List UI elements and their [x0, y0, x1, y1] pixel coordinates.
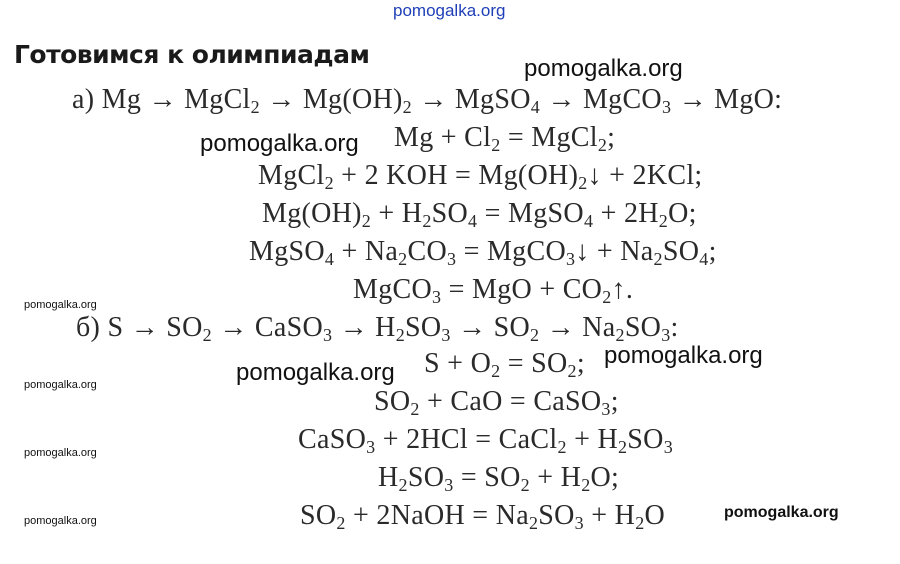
- equation-a-3: $Mg(OH)_2 + H_2SO_4$ = MgSO$_4$ + $2H_2O$;: [262, 198, 697, 231]
- watermark-side-4: pomogalka.org: [24, 515, 97, 527]
- section-b-chain-text: $S \to SO_2$ → CaSO$_3$ → $H_2SO_3 \to SO_2 \to Na_2SO_3$:: [107, 312, 679, 345]
- watermark-main-1: pomogalka.org: [524, 55, 683, 82]
- watermark-side-2: pomogalka.org: [24, 379, 97, 391]
- watermark-main-4: pomogalka.org: [236, 359, 395, 386]
- equation-b-2: $SO_2$ + CaO = CaSO$_3$;: [374, 386, 619, 419]
- equation-b-3: CaSO$_3$ + 2HCl = CaCl$_2$ + $H_2SO_3$: [298, 424, 674, 457]
- section-a-chain-text: Mg → MgCl$_2$ → $Mg(OH)_2$ → MgSO$_4$ → MgCO$_3$ → MgO:: [101, 84, 783, 117]
- section-a-label: а): [72, 84, 95, 115]
- equation-b-4: $H_2SO_3 = SO_2 + H_2O$;: [378, 462, 620, 495]
- equation-a-4: MgSO$_4$ + $Na_2CO_3$ = MgCO$_3$↓ + $Na_2SO_4$;: [249, 236, 717, 269]
- section-a-chain: [72, 84, 782, 116]
- watermark-main-2: pomogalka.org: [200, 130, 359, 157]
- watermark-bottom-right: pomogalka.org: [724, 504, 839, 521]
- section-b-chain: [76, 312, 679, 344]
- watermark-main-3: pomogalka.org: [604, 342, 763, 369]
- section-b-label: б): [76, 312, 101, 343]
- watermark-side-1: pomogalka.org: [24, 299, 97, 311]
- equation-a-2: MgCl$_2$ + 2 KOH = $Mg(OH)_2↓ + 2KCl$;: [258, 160, 703, 193]
- equation-b-1: $S + O_2 = SO_2$;: [424, 348, 585, 381]
- equation-a-5: MgCO$_3$ = MgO + $CO_2↑$.: [353, 274, 634, 307]
- page-heading: Готовимся к олимпиадам: [14, 40, 370, 69]
- watermark-side-3: pomogalka.org: [24, 447, 97, 459]
- top-watermark: pomogalka.org: [393, 1, 506, 20]
- equation-a-1: $Mg + Cl_2$ = MgCl$_2$;: [394, 122, 616, 155]
- equation-b-5: $SO_2$ + 2NaOH = $Na_2SO_3 + H_2O$: [300, 500, 666, 533]
